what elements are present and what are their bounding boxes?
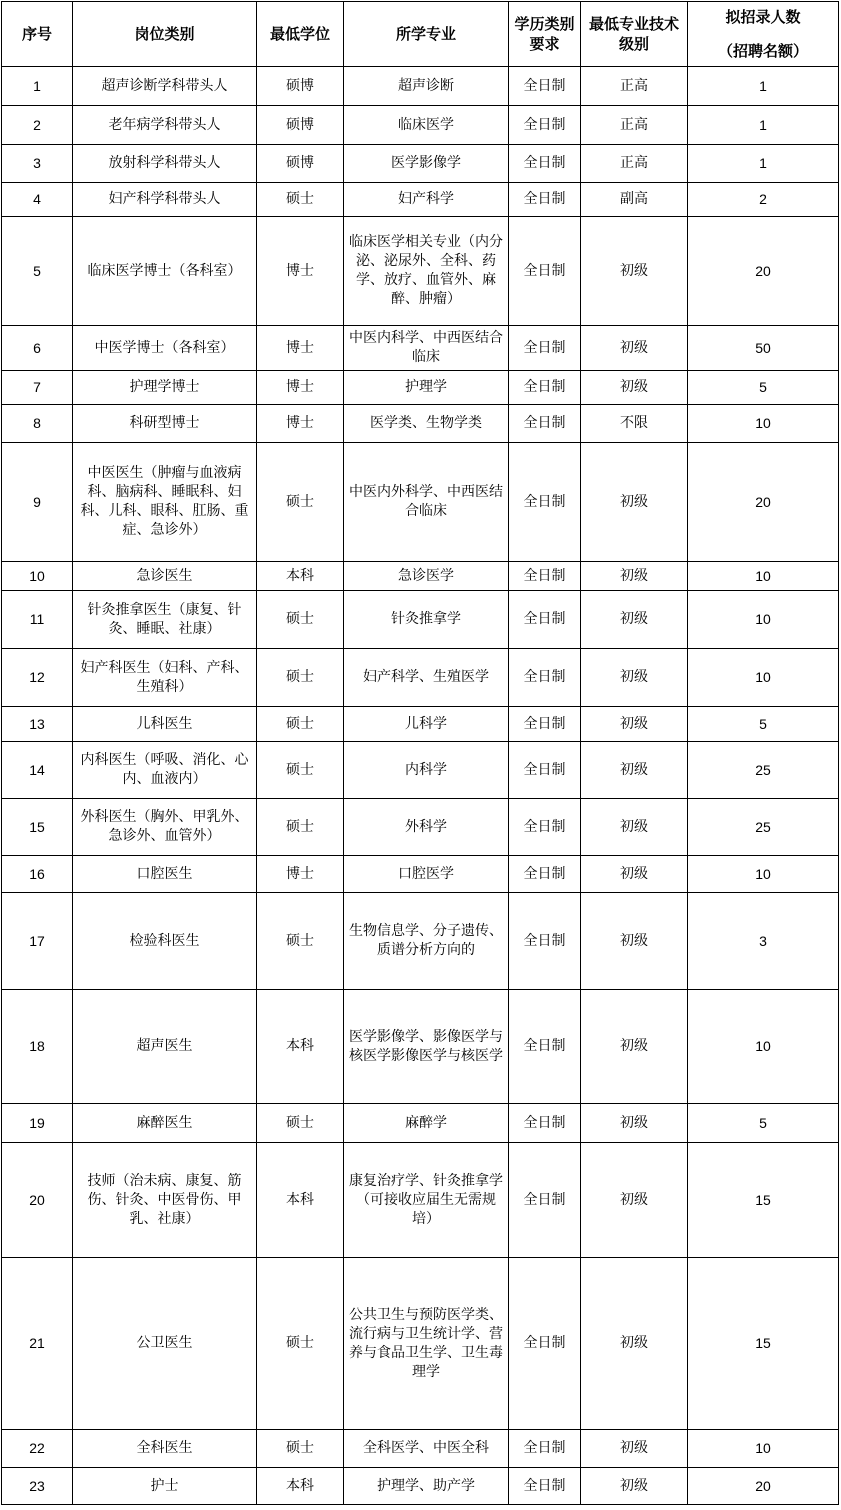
header-row	[2, 2, 839, 67]
cell-no: 6	[2, 326, 73, 371]
cell-category: 中医医生（肿瘤与血液病科、脑病科、睡眠科、妇科、儿科、眼科、肛肠、重症、急诊外）	[73, 443, 257, 562]
cell-major: 医学影像学	[344, 145, 509, 183]
cell-edu-type: 全日制	[509, 217, 581, 326]
table-row	[2, 326, 839, 371]
cell-no: 14	[2, 742, 73, 799]
cell-count: 10	[688, 990, 839, 1104]
table-row	[2, 742, 839, 799]
cell-level: 初级	[581, 326, 688, 371]
cell-level: 初级	[581, 856, 688, 893]
cell-major: 康复治疗学、针灸推拿学（可接收应届生无需规培）	[344, 1143, 509, 1258]
cell-count: 5	[688, 371, 839, 405]
cell-degree: 本科	[257, 562, 344, 591]
table-row	[2, 1258, 839, 1430]
cell-count: 50	[688, 326, 839, 371]
cell-edu-type: 全日制	[509, 67, 581, 106]
cell-count: 2	[688, 183, 839, 217]
cell-level: 初级	[581, 217, 688, 326]
cell-degree: 本科	[257, 1468, 344, 1505]
cell-no: 9	[2, 443, 73, 562]
table-row	[2, 1104, 839, 1143]
cell-no: 1	[2, 67, 73, 106]
cell-major: 护理学	[344, 371, 509, 405]
table-row	[2, 990, 839, 1104]
cell-degree: 硕士	[257, 893, 344, 990]
cell-edu-type: 全日制	[509, 856, 581, 893]
cell-category: 临床医学博士（各科室）	[73, 217, 257, 326]
cell-count: 15	[688, 1258, 839, 1430]
cell-level: 初级	[581, 990, 688, 1104]
table-row	[2, 856, 839, 893]
table-row	[2, 106, 839, 145]
table-row	[2, 371, 839, 405]
cell-edu-type: 全日制	[509, 1430, 581, 1468]
cell-edu-type: 全日制	[509, 1258, 581, 1430]
cell-major: 妇产科学、生殖医学	[344, 649, 509, 707]
cell-count: 25	[688, 742, 839, 799]
cell-count: 1	[688, 145, 839, 183]
cell-degree: 硕士	[257, 1258, 344, 1430]
cell-count: 10	[688, 591, 839, 649]
cell-major: 超声诊断	[344, 67, 509, 106]
cell-degree: 硕博	[257, 106, 344, 145]
cell-no: 16	[2, 856, 73, 893]
cell-major: 妇产科学	[344, 183, 509, 217]
header-edu-type: 学历类别要求	[509, 2, 581, 67]
cell-major: 医学影像学、影像医学与核医学影像医学与核医学	[344, 990, 509, 1104]
cell-level: 初级	[581, 371, 688, 405]
header-category: 岗位类别	[73, 2, 257, 67]
cell-level: 初级	[581, 1468, 688, 1505]
cell-degree: 硕士	[257, 1430, 344, 1468]
cell-no: 3	[2, 145, 73, 183]
cell-degree: 博士	[257, 217, 344, 326]
cell-count: 10	[688, 562, 839, 591]
cell-no: 23	[2, 1468, 73, 1505]
header-quota-line2: （招聘名额）	[717, 42, 808, 60]
cell-degree: 硕士	[257, 742, 344, 799]
cell-major: 中医内科学、中西医结合临床	[344, 326, 509, 371]
cell-edu-type: 全日制	[509, 371, 581, 405]
cell-degree: 博士	[257, 856, 344, 893]
cell-category: 技师（治未病、康复、筋伤、针灸、中医骨伤、甲乳、社康）	[73, 1143, 257, 1258]
table-row	[2, 562, 839, 591]
cell-major: 临床医学	[344, 106, 509, 145]
cell-no: 13	[2, 707, 73, 742]
cell-degree: 硕士	[257, 649, 344, 707]
cell-edu-type: 全日制	[509, 562, 581, 591]
cell-level: 初级	[581, 707, 688, 742]
cell-degree: 本科	[257, 1143, 344, 1258]
table-row	[2, 649, 839, 707]
cell-no: 22	[2, 1430, 73, 1468]
cell-count: 1	[688, 106, 839, 145]
cell-count: 25	[688, 799, 839, 856]
cell-no: 7	[2, 371, 73, 405]
header-no: 序号	[2, 2, 73, 67]
cell-level: 初级	[581, 562, 688, 591]
table-row	[2, 893, 839, 990]
cell-count: 10	[688, 1430, 839, 1468]
cell-level: 正高	[581, 106, 688, 145]
cell-category: 口腔医生	[73, 856, 257, 893]
cell-major: 公共卫生与预防医学类、流行病与卫生统计学、营养与食品卫生学、卫生毒理学	[344, 1258, 509, 1430]
cell-edu-type: 全日制	[509, 405, 581, 443]
cell-no: 20	[2, 1143, 73, 1258]
cell-level: 初级	[581, 742, 688, 799]
cell-level: 初级	[581, 893, 688, 990]
cell-edu-type: 全日制	[509, 742, 581, 799]
cell-major: 麻醉学	[344, 1104, 509, 1143]
cell-level: 副高	[581, 183, 688, 217]
header-major: 所学专业	[344, 2, 509, 67]
cell-count: 3	[688, 893, 839, 990]
cell-count: 5	[688, 1104, 839, 1143]
cell-category: 超声诊断学科带头人	[73, 67, 257, 106]
cell-category: 外科医生（胸外、甲乳外、急诊外、血管外）	[73, 799, 257, 856]
table-row	[2, 405, 839, 443]
header-title-level: 最低专业技术级别	[581, 2, 688, 67]
cell-count: 20	[688, 217, 839, 326]
cell-level: 初级	[581, 591, 688, 649]
cell-level: 初级	[581, 1104, 688, 1143]
cell-level: 初级	[581, 649, 688, 707]
cell-degree: 硕士	[257, 443, 344, 562]
cell-category: 放射科学科带头人	[73, 145, 257, 183]
cell-edu-type: 全日制	[509, 707, 581, 742]
cell-major: 临床医学相关专业（内分泌、泌尿外、全科、药学、放疗、血管外、麻醉、肿瘤）	[344, 217, 509, 326]
table-row	[2, 1468, 839, 1505]
cell-edu-type: 全日制	[509, 1143, 581, 1258]
cell-category: 内科医生（呼吸、消化、心内、血液内）	[73, 742, 257, 799]
cell-level: 不限	[581, 405, 688, 443]
table-row	[2, 443, 839, 562]
cell-count: 5	[688, 707, 839, 742]
cell-degree: 硕博	[257, 67, 344, 106]
cell-major: 全科医学、中医全科	[344, 1430, 509, 1468]
cell-degree: 本科	[257, 990, 344, 1104]
cell-level: 初级	[581, 799, 688, 856]
cell-count: 10	[688, 649, 839, 707]
cell-category: 超声医生	[73, 990, 257, 1104]
cell-category: 护士	[73, 1468, 257, 1505]
cell-edu-type: 全日制	[509, 326, 581, 371]
table-row	[2, 799, 839, 856]
cell-category: 护理学博士	[73, 371, 257, 405]
cell-edu-type: 全日制	[509, 591, 581, 649]
cell-major: 针灸推拿学	[344, 591, 509, 649]
cell-category: 科研型博士	[73, 405, 257, 443]
cell-degree: 硕士	[257, 183, 344, 217]
cell-level: 初级	[581, 1430, 688, 1468]
cell-no: 17	[2, 893, 73, 990]
table-row	[2, 183, 839, 217]
cell-degree: 博士	[257, 405, 344, 443]
cell-category: 妇产科学科带头人	[73, 183, 257, 217]
cell-level: 初级	[581, 1258, 688, 1430]
cell-degree: 博士	[257, 371, 344, 405]
table-row	[2, 217, 839, 326]
header-quota-line1: 拟招录人数	[725, 8, 801, 26]
cell-degree: 博士	[257, 326, 344, 371]
table-row	[2, 707, 839, 742]
cell-major: 急诊医学	[344, 562, 509, 591]
cell-major: 中医内外科学、中西医结合临床	[344, 443, 509, 562]
cell-major: 医学类、生物学类	[344, 405, 509, 443]
cell-no: 21	[2, 1258, 73, 1430]
cell-degree: 硕博	[257, 145, 344, 183]
cell-degree: 硕士	[257, 799, 344, 856]
cell-count: 10	[688, 405, 839, 443]
cell-major: 护理学、助产学	[344, 1468, 509, 1505]
recruitment-table	[1, 1, 839, 1505]
cell-category: 针灸推拿医生（康复、针灸、睡眠、社康）	[73, 591, 257, 649]
cell-level: 正高	[581, 145, 688, 183]
table-row	[2, 1143, 839, 1258]
cell-edu-type: 全日制	[509, 990, 581, 1104]
cell-edu-type: 全日制	[509, 106, 581, 145]
cell-count: 15	[688, 1143, 839, 1258]
cell-level: 初级	[581, 1143, 688, 1258]
cell-edu-type: 全日制	[509, 1468, 581, 1505]
cell-count: 10	[688, 856, 839, 893]
cell-category: 儿科医生	[73, 707, 257, 742]
cell-major: 生物信息学、分子遗传、质谱分析方向的	[344, 893, 509, 990]
cell-category: 老年病学科带头人	[73, 106, 257, 145]
cell-degree: 硕士	[257, 591, 344, 649]
table-row	[2, 145, 839, 183]
cell-category: 检验科医生	[73, 893, 257, 990]
table-row	[2, 1430, 839, 1468]
cell-edu-type: 全日制	[509, 799, 581, 856]
cell-major: 内科学	[344, 742, 509, 799]
cell-major: 外科学	[344, 799, 509, 856]
cell-no: 12	[2, 649, 73, 707]
cell-no: 4	[2, 183, 73, 217]
cell-degree: 硕士	[257, 707, 344, 742]
cell-count: 20	[688, 1468, 839, 1505]
header-quota	[688, 2, 839, 67]
cell-category: 急诊医生	[73, 562, 257, 591]
header-degree: 最低学位	[257, 2, 344, 67]
cell-no: 8	[2, 405, 73, 443]
cell-edu-type: 全日制	[509, 1104, 581, 1143]
cell-edu-type: 全日制	[509, 443, 581, 562]
cell-edu-type: 全日制	[509, 893, 581, 990]
cell-category: 妇产科医生（妇科、产科、生殖科）	[73, 649, 257, 707]
cell-no: 19	[2, 1104, 73, 1143]
cell-category: 全科医生	[73, 1430, 257, 1468]
cell-edu-type: 全日制	[509, 183, 581, 217]
cell-category: 公卫医生	[73, 1258, 257, 1430]
cell-count: 20	[688, 443, 839, 562]
cell-category: 中医学博士（各科室）	[73, 326, 257, 371]
cell-edu-type: 全日制	[509, 649, 581, 707]
cell-count: 1	[688, 67, 839, 106]
cell-degree: 硕士	[257, 1104, 344, 1143]
table-row	[2, 591, 839, 649]
table-row	[2, 67, 839, 106]
cell-major: 口腔医学	[344, 856, 509, 893]
cell-edu-type: 全日制	[509, 145, 581, 183]
cell-level: 初级	[581, 443, 688, 562]
cell-category: 麻醉医生	[73, 1104, 257, 1143]
cell-no: 18	[2, 990, 73, 1104]
cell-no: 5	[2, 217, 73, 326]
cell-no: 10	[2, 562, 73, 591]
cell-no: 2	[2, 106, 73, 145]
cell-major: 儿科学	[344, 707, 509, 742]
cell-no: 11	[2, 591, 73, 649]
cell-no: 15	[2, 799, 73, 856]
cell-level: 正高	[581, 67, 688, 106]
